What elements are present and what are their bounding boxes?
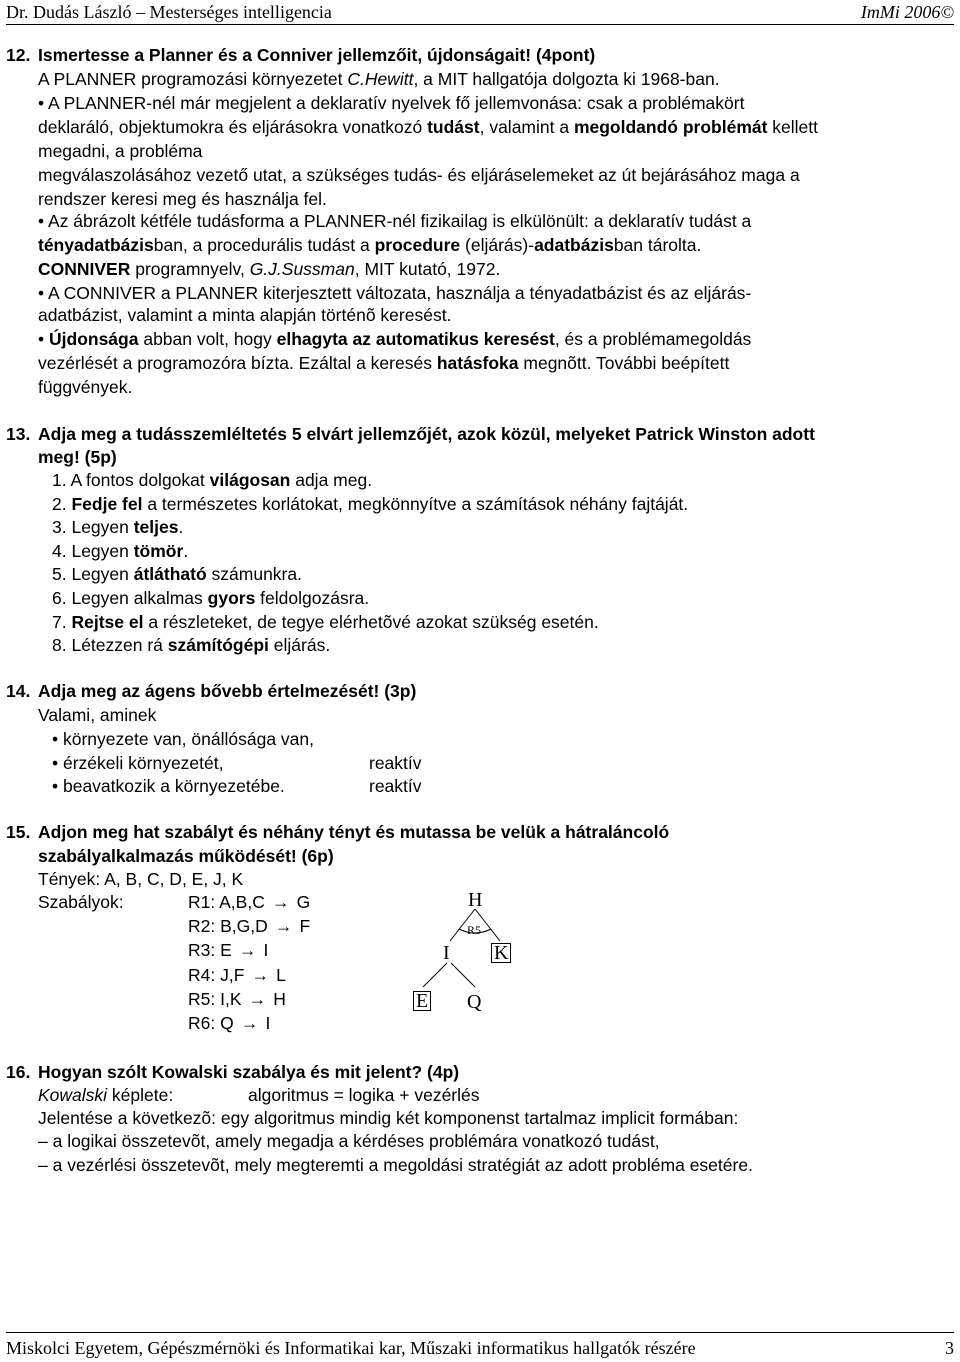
q15-rule: R3: E → I: [188, 940, 269, 961]
page-number: 3: [945, 1338, 954, 1358]
q16-line3: – a logikai összetevõt, amely megadja a kérdéses problémára vonatkozó tudást,: [38, 1131, 660, 1151]
q14-bullet-item: • beavatkozik a környezetébe.: [52, 776, 285, 796]
q15-title-line1: Adjon meg hat szabályt és néhány tényt és mutassa be velük a hátraláncoló: [38, 822, 670, 842]
header-course-code: ImMi 2006©: [860, 2, 954, 22]
q15-rule: R4: J,F → L: [188, 964, 286, 985]
q16-number: 16.: [6, 1062, 31, 1082]
right-arrow-icon: →: [248, 988, 267, 1009]
q12-p4-line3: függvények.: [38, 377, 133, 397]
page-header: [6, 0, 954, 28]
q13-list-item: 3. Legyen teljes.: [52, 517, 184, 538]
q13-list-item: 8. Létezzen rá számítógépi eljárás.: [52, 635, 331, 656]
right-arrow-icon: →: [238, 940, 257, 961]
tree-node-right: K: [491, 943, 511, 963]
backward-chaining-tree: [395, 885, 535, 1020]
q13-list-item: 5. Legyen átlátható számunkra.: [52, 564, 302, 585]
q16-line2: Jelentése a következõ: egy algoritmus mindig két komponenst tartalmaz implicit formában:: [38, 1108, 739, 1128]
tree-node-left-left: E: [413, 991, 431, 1011]
q12-p4-line1: • Újdonsága abban volt, hogy elhagyta az automatikus keresést, és a problémamegoldás: [38, 329, 752, 349]
q16-title: Hogyan szólt Kowalski szabálya és mit jelent? (4p): [38, 1062, 460, 1082]
q15-rule: R1: A,B,C → G: [188, 892, 311, 912]
q12-p1-line2: deklaráló, objektumokra és eljárásokra vonatkozó tudást, valamint a megoldandó problémát kellett: [38, 117, 819, 137]
q13-list-item: 7. Rejtse el a részleteket, de tegye elérhetõvé azokat szükség esetén.: [52, 611, 599, 632]
q13-list-item: 4. Legyen tömör.: [52, 540, 189, 561]
footer-institution: Miskolci Egyetem, Gépészmérnöki és Informatikai kar, Műszaki informatikus hallgatók részére: [6, 1338, 696, 1358]
q12-p2-line1: • Az ábrázolt kétféle tudásforma a PLANNER-nél fizikailag is elkülönült: a deklaratív tudást a: [38, 211, 752, 231]
page-footer: [6, 1332, 954, 1362]
q15-facts: Tények: A, B, C, D, E, J, K: [38, 869, 244, 889]
q15-number: 15.: [6, 822, 31, 842]
q12-p4-line2: vezérlését a programozóra bízta. Ezáltal a keresés hatásfoka megnõtt. További beépített: [38, 353, 730, 373]
q15-rules-label: Szabályok:: [38, 892, 124, 912]
q14-bullet-item: • érzékeli környezetét,: [52, 752, 224, 773]
right-arrow-icon: →: [274, 916, 293, 937]
q12-p1-line5: rendszer keresi meg és használja fel.: [38, 189, 327, 209]
q14-number: 14.: [6, 681, 31, 701]
q14-bullet-tag: reaktív: [369, 776, 422, 796]
q14-intro: Valami, aminek: [38, 705, 157, 725]
q16-line4: – a vezérlési összetevõt, mely megteremti a megoldási stratégiát az adott probléma esetére.: [38, 1155, 753, 1175]
right-arrow-icon: →: [240, 1013, 259, 1033]
q13-list-item: 6. Legyen alkalmas gyors feldolgozásra.: [52, 588, 370, 608]
q14-bullet-item: • környezete van, önállósága van,: [52, 729, 314, 749]
q12-p2-line2: tényadatbázisban, a procedurális tudást a procedure (eljárás)-adatbázisban tárolta.: [38, 235, 702, 255]
q13-title-line1: Adja meg a tudásszemléltetés 5 elvárt jellemzőjét, azok közül, melyeket Patrick Winston adott: [38, 424, 815, 444]
q15-title-line2: szabályalkalmazás működését! (6p): [38, 846, 334, 866]
q15-rule: R5: I,K → H: [188, 988, 286, 1009]
tree-rule-label: R5: [467, 923, 482, 937]
tree-node-root: H: [468, 889, 483, 911]
q14-title: Adja meg az ágens bővebb értelmezését! (3p): [38, 681, 417, 701]
q13-list-item: 1. A fontos dolgokat világosan adja meg.: [52, 470, 373, 490]
q12-p3-line1: • A CONNIVER a PLANNER kiterjesztett változata, használja a tényadatbázist és az eljárás-: [38, 283, 752, 303]
q12-number: 12.: [6, 45, 31, 65]
q15-rule: R6: Q → I: [188, 1013, 271, 1033]
q13-number: 13.: [6, 424, 31, 444]
right-arrow-icon: →: [271, 892, 290, 912]
q16-formula: algoritmus = logika + vezérlés: [248, 1085, 480, 1105]
q12-p1-line1: • A PLANNER-nél már megjelent a deklaratív nyelvek fő jellemvonása: csak a problémakört: [38, 93, 745, 113]
right-arrow-icon: →: [251, 964, 270, 985]
footer-rule: [6, 1332, 954, 1333]
q12-p1-line4: megválaszolásához vezető utat, a szükséges tudás- és eljáráselemeket az út bejárásához maga a: [38, 165, 800, 185]
tree-node-left: I: [443, 942, 450, 964]
q13-title-line2: meg! (5p): [38, 447, 117, 467]
q14-bullet-tag: reaktív: [369, 752, 422, 773]
q12-p3-line2: adatbázist, valamint a minta alapján történõ keresést.: [38, 305, 452, 325]
header-rule: [6, 24, 954, 25]
tree-node-left-right: Q: [467, 991, 482, 1013]
q16-line1: Kowalski képlete:: [38, 1085, 174, 1105]
q12-title: Ismertesse a Planner és a Conniver jellemzőit, újdonságait! (4pont): [38, 45, 596, 65]
q12-line1: A PLANNER programozási környezetet C.Hewitt, a MIT hallgatója dolgozta ki 1968-ban.: [38, 69, 720, 89]
q13-list-item: 2. Fedje fel a természetes korlátokat, megkönnyítve a számítások néhány fajtáját.: [52, 493, 689, 514]
header-author: Dr. Dudás László – Mesterséges intelligencia: [6, 2, 332, 22]
q15-rule: R2: B,G,D → F: [188, 916, 311, 937]
q12-p2-line3: CONNIVER programnyelv, G.J.Sussman, MIT kutató, 1972.: [38, 259, 501, 279]
q12-p1-line3: megadni, a probléma: [38, 141, 203, 161]
